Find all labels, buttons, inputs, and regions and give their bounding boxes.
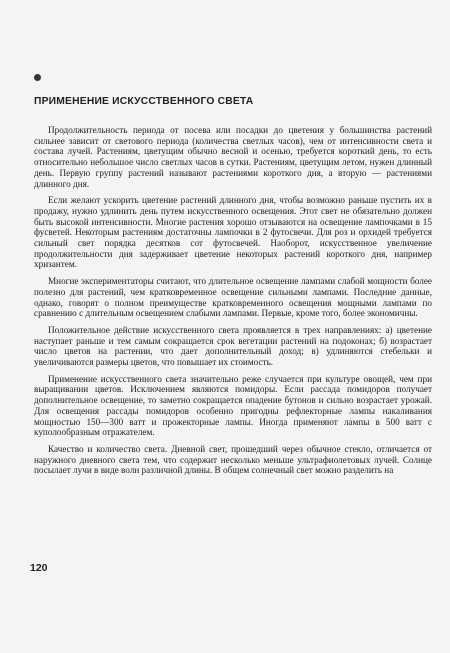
body-text — [34, 125, 432, 476]
section-heading: ПРИМЕНЕНИЕ ИСКУССТВЕННОГО СВЕТА — [34, 96, 254, 107]
paragraph: Если желают ускорить цветение растений длинного дня, чтобы возможно раньше пустить их в продажу, нужно удлинить день путем искусственного освещения. Этот свет не обязательно должен быть высокой интенсивности. Многие растения хорошо отзываются на освещение лампочками в 15 фусветей. Некоторым растениям достаточны лампочки в 2 футосвечи. Для роз и орхидей требуется сильный свет порядка десятков сот футосвечей. Наоборот, искусственное увеличение продолжительности дня задерживает цветение некоторых растений короткого дня, например хризантем. — [34, 195, 432, 270]
paragraph: Применение искусственного света значительно реже случается при культуре овощей, чем при выращивании цветов. Исключением являются помидоры. Если рассада помидоров получает дополнительное освещение, то заметно сокращается опадение бутонов и сильно возрастает урожай. Для освещения рассады помидоров особенно пригодны рефлекторные лампы накаливания мощностью 150—300 ватт и прожекторные лампы. Иногда применяют лампы в 500 ватт с куполообразным отражателем. — [34, 373, 432, 438]
paragraph: Продолжительность периода от посева или посадки до цветения у большинства растений сильнее зависит от светового периода (количества светлых часов), чем от интенсивности света и состава лучей. Растениям, цветущим обычно весной и осенью, требуется короткий день, то есть относительно небольшое число светлых часов в сутки. Растениям, цветущим летом, нужен длинный день. Первую группу растений называют растениями короткого дня, а вторую — растениями длинного дня. — [34, 125, 432, 189]
paragraph: Многие экспериментаторы считают, что длительное освещение лампами слабой мощности более полезно для растений, чем кратковременное освещение сильными лампами. Последние данные, однако, говорят о полном преимуществе кратковременного освещения мощными лампами по сравнению с длительным освещением слабыми лампами. Первые, кроме того, более экономичны. — [34, 276, 432, 319]
paragraph: Положительное действие искусственного света проявляется в трех направлениях: а) цветение наступает раньше и тем самым сокращается срок вегетации растений на подоконах; б) возрастает число цветов на растении, что дает дополнительный доход; в) удлиняются стебельки и увеличиваются размеры цветов, что повышает их стоимость. — [34, 324, 432, 368]
page-number: 120 — [30, 562, 48, 574]
paragraph: Качество и количество света. Дневной свет, прошедший через обычное стекло, отличается от наружного дневного света тем, что содержит несколько меньше ультрафиолетовых лучей. Солнце посылает лучи в виде волн различной длины. В общем солнечный свет можно разделить на — [34, 443, 432, 476]
bullet-mark — [34, 74, 41, 81]
